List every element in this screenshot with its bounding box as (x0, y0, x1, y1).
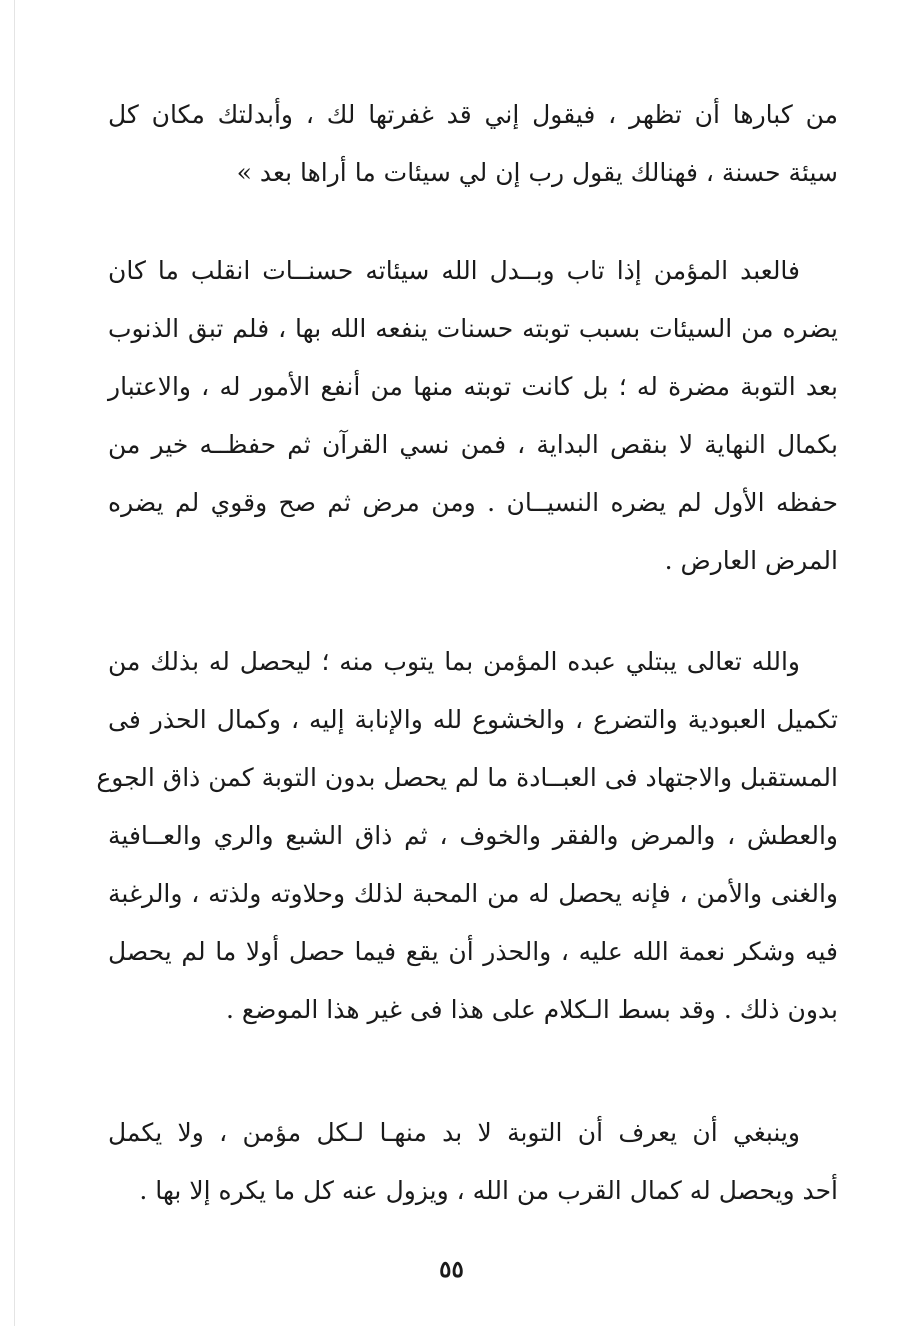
text-line: أحد ويحصل له كمال القرب من الله ، ويزول عنه كل ما يكره إلا بها . (139, 1176, 838, 1205)
text-line: فيه وشكر نعمة الله عليه ، والحذر أن يقع فيما حصل أولا ما لم يحصل (108, 937, 838, 966)
text-line: والغنى والأمن ، فإنه يحصل له من المحبة لذلك وحلاوته ولذته ، والرغبة (108, 879, 838, 908)
text-line: بكمال النهاية لا بنقص البداية ، فمن نسي القرآن ثم حفظــه خير من (108, 430, 838, 459)
paragraph-1 (108, 86, 838, 202)
text-line: يضره من السيئات بسبب توبته حسنات ينفعه الله بها ، فلم تبق الذنوب (108, 314, 838, 343)
paragraph-2 (108, 242, 838, 590)
text-line: من كبارها أن تظهر ، فيقول إني قد غفرتها لك ، وأبدلتك مكان كل (108, 100, 838, 129)
text-line: حفظه الأول لم يضره النسيــان . ومن مرض ثم صح وقوي لم يضره (108, 488, 838, 517)
text-line: المرض العارض . (664, 546, 838, 575)
text-line: بعد التوبة مضرة له ؛ بل كانت توبته منها من أنفع الأمور له ، والاعتبار (108, 372, 838, 401)
page-gutter-line (14, 0, 15, 1326)
paragraph-3 (96, 633, 838, 1039)
text-line: فالعبد المؤمن إذا تاب وبــدل الله سيئاته حسنــات انقلب ما كان (108, 256, 800, 285)
paragraph-4 (108, 1104, 838, 1220)
text-line: والعطش ، والمرض والفقر والخوف ، ثم ذاق الشبع والري والعــافية (108, 821, 838, 850)
text-line: وينبغي أن يعرف أن التوبة لا بد منهـا لـكل مؤمن ، ولا يكمل (108, 1118, 800, 1147)
text-line: والله تعالى يبتلي عبده المؤمن بما يتوب منه ؛ ليحصل له بذلك من (108, 647, 800, 676)
text-line: بدون ذلك . وقد بسط الـكلام على هذا فى غير هذا الموضع . (225, 995, 838, 1024)
page-number: ٥٥ (439, 1256, 464, 1283)
text-line: المستقبل والاجتهاد فى العبــادة ما لم يحصل بدون التوبة كمن ذاق الجوع (96, 763, 838, 792)
text-line: سيئة حسنة ، فهنالك يقول رب إن لي سيئات ما أراها بعد » (236, 158, 838, 187)
text-line: تكميل العبودية والتضرع ، والخشوع لله والإنابة إليه ، وكمال الحذر فى (108, 705, 838, 734)
